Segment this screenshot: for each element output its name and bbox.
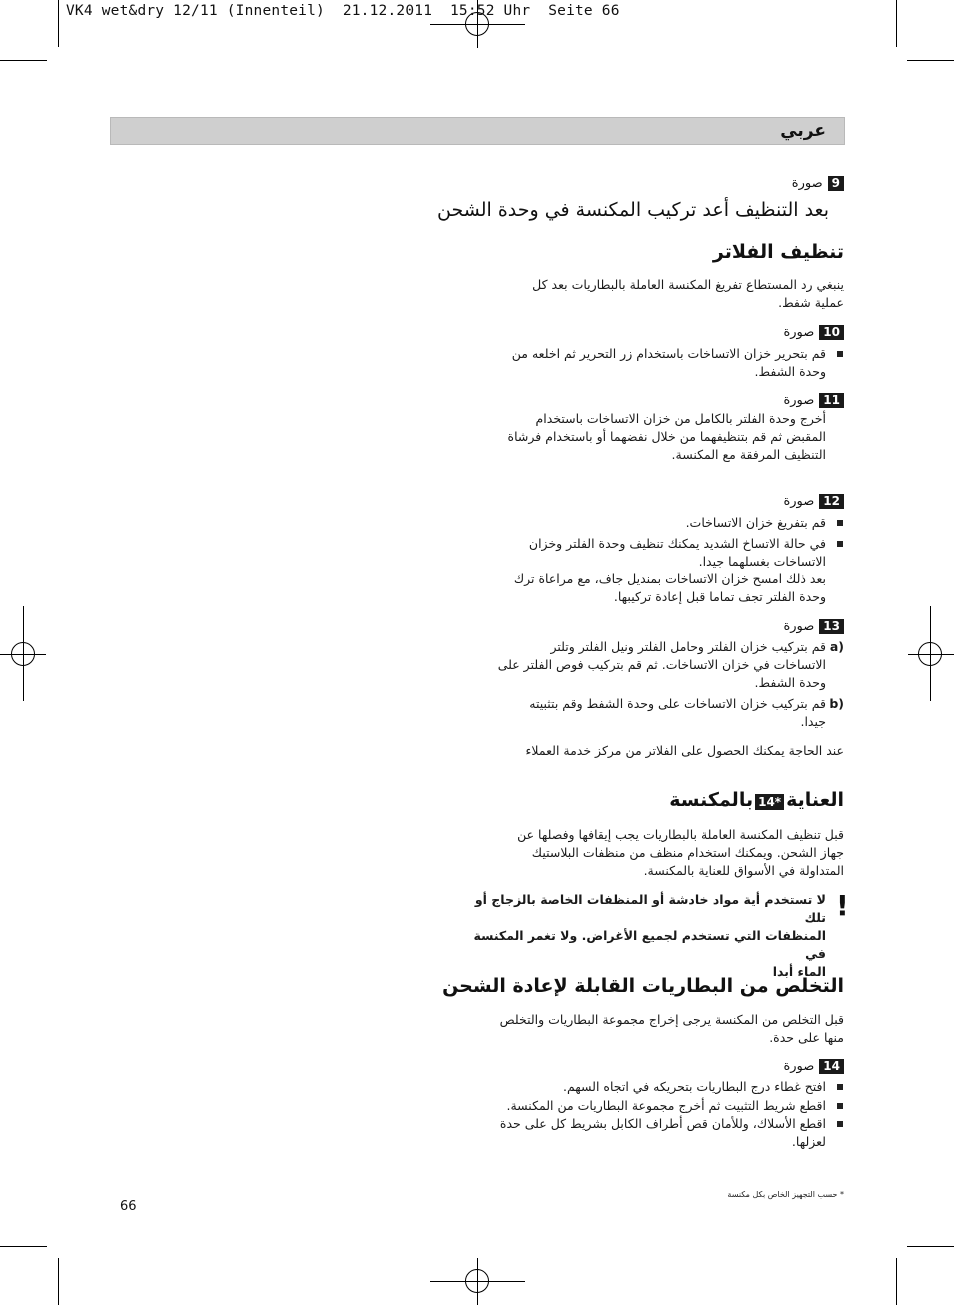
warning-icon: ! [836,889,849,922]
paragraph-13: عند الحاجة يمكنك الحصول على الفلاتر من مركز خدمة العملاء [525,743,844,758]
language-label: عربي [780,121,826,141]
paragraph-care: قبل تنظيف المكنسة العاملة بالبطاريات يجب إيقافها وفصلها عن جهاز الشحن. ويمكنك استخدام منظف من منظفات البلاستيك المتداولة في الأسواق للعناية بالمكنسة. [517,827,844,878]
language-bar [110,117,845,145]
crop-mark [907,60,954,61]
registration-circle [11,642,35,666]
step-b: b) قم بتركيب خزان الاتساخات على وحدة الشفط وقم بتثبيته جيدا. [529,696,844,729]
bullet-item: قم بتحرير خزان الاتساخات باستخدام زر التحرير ثم اخلعه من وحدة الشفط. [466,345,826,381]
bullet-item: اقطع شريط التثبيت ثم أخرج مجموعة البطاريات من المكنسة. [486,1097,826,1115]
paragraph-12: بعد ذلك امسح خزان الاتساخات بمنديل جاف، مع مراعاة ترك وحدة الفلتر تجف تماما قبل إعادة تركيبها. [513,571,826,604]
figure-ref-11: 11صورة [783,392,844,409]
bullet-item: افتح غطاء درج البطاريات بتحريكه في اتجاه السهم. [486,1078,826,1096]
paragraph-disposal: قبل التخلص من المكنسة يرجى إخراج مجموعة البطاريات والتخلص منها على حدة. [499,1012,844,1045]
section-title: بعد التنظيف أعد تركيب المكنسة في وحدة الشحن [437,199,829,221]
warning-text: لا تستخدم أية مواد خادشة أو المنظفات الخاصة بالزجاج أو تلك المنظفات التي تستخدم لجميع الأغراض. ولا تغمر المكنسة في الماء أبدا [473,892,826,979]
bullet-item: اقطع الأسلاك، وللأمان قص أطراف الكابل بشريط كل على حدة لعزلها. [486,1115,826,1151]
crop-mark [896,1258,897,1305]
crop-mark [58,1258,59,1305]
paragraph-filter: ينبغي رد المستطاع تفريغ المكنسة العاملة بالبطاريات بعد كل عملية شفط. [532,277,844,310]
print-info-line: VK4 wet&dry 12/11 (Innenteil) 21.12.2011 15:52 Uhr Seite 66 [66,3,620,19]
figure-ref-9: 9صورة [792,175,844,192]
crop-mark [0,1246,47,1247]
figure-ref-12: 12صورة [783,493,844,510]
heading-filter-cleaning: تنظيف الفلاتر [712,241,844,263]
crop-mark [907,1246,954,1247]
footnote: * حسب التجهيز الخاص بكل مكنسة [727,1190,844,1199]
page-number: 66 [120,1199,137,1214]
heading-disposal: التخلص من البطاريات القابلة لإعادة الشحن [442,975,844,997]
heading-care: العناية14*بالمكنسة [669,789,844,811]
crop-mark [58,0,59,47]
figure-ref-13: 13صورة [783,618,844,635]
figure-ref-14: 14صورة [783,1058,844,1075]
bullet-item: قم بتفريغ خزان الاتساخات. [486,514,826,532]
bullet-item: في حالة الاتساخ الشديد يمكنك تنظيف وحدة الفلتر وخزان الاتساخات بغسلهما جيدا. [486,535,826,571]
paragraph-11: أخرج وحدة الفلتر بالكامل من خزان الاتساخات باستخدام المقبض ثم قم بتنظيفهما من خلال نفضهما أو باستخدام فرشاة التنظيف المرفقة مع المكنسة. [507,411,826,462]
figure-ref-10: 10صورة [783,324,844,341]
registration-circle [465,1269,489,1293]
step-a: a) قم بتركيب خزان الفلتر وحامل الفلتر ونيل الفلتر وتلتر الاتساخات في خزان الاتساخات. ثم قم بتركيب فوص الفلتر على وحدة الشفط. [497,639,844,690]
crop-mark [0,60,47,61]
registration-circle [918,642,942,666]
crop-mark [896,0,897,47]
